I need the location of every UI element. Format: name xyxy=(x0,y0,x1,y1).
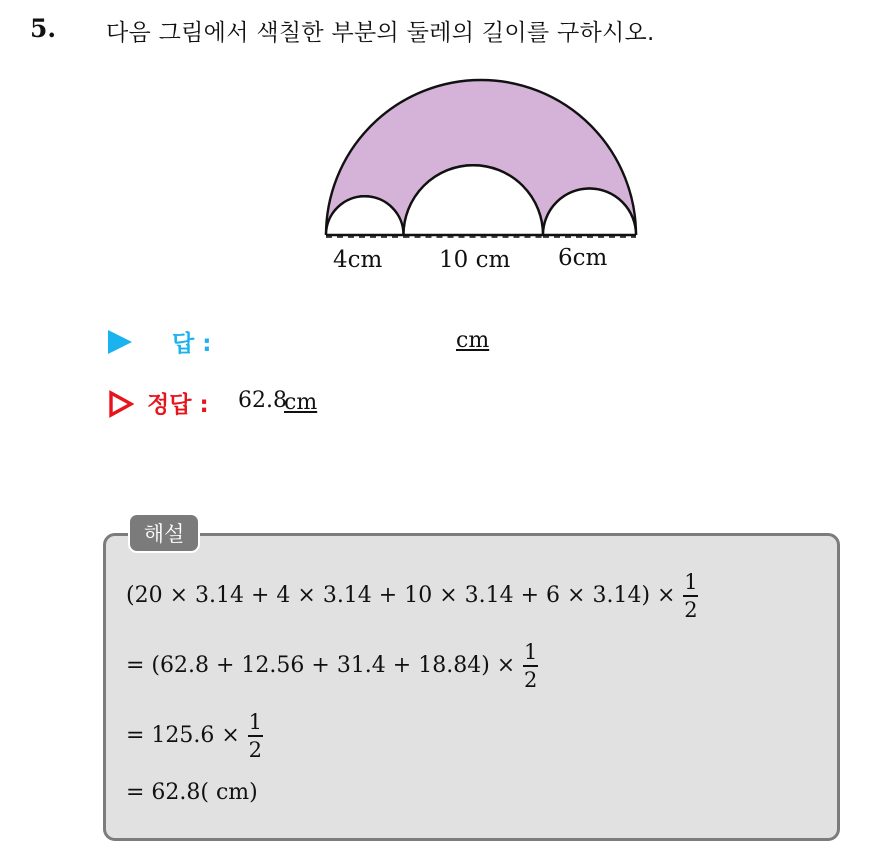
answer-label: 답 : xyxy=(172,331,212,357)
answer-unit: cm xyxy=(456,328,490,353)
fraction-bar xyxy=(523,665,538,667)
solution-expr: = 62.8( cm) xyxy=(126,780,258,805)
play-filled-icon xyxy=(108,330,132,354)
solution-line-1 xyxy=(126,571,698,621)
fraction-bar xyxy=(248,735,263,737)
answer-row xyxy=(108,324,528,360)
solution-line-2 xyxy=(126,641,538,691)
solution-line-4 xyxy=(126,780,258,805)
fraction-half xyxy=(248,711,263,761)
fraction-denominator: 2 xyxy=(684,597,698,622)
play-outline-icon xyxy=(108,390,134,418)
fraction-numerator: 1 xyxy=(248,710,263,734)
correct-label: 정답 : xyxy=(147,392,209,418)
solution-tab: 해설 xyxy=(128,513,200,553)
fraction-half xyxy=(523,641,538,691)
fraction-numerator: 1 xyxy=(524,640,538,664)
question-number: 5. xyxy=(30,14,57,43)
solution-expr: (20 × 3.14 + 4 × 3.14 + 10 × 3.14 + 6 × 3.14) × xyxy=(126,583,676,609)
label-10cm: 10 cm xyxy=(439,247,511,273)
fraction-numerator: 1 xyxy=(684,570,698,594)
label-4cm: 4cm xyxy=(333,247,383,273)
solution-expr: = (62.8 + 12.56 + 31.4 + 18.84) × xyxy=(126,653,516,679)
label-6cm: 6cm xyxy=(558,245,608,271)
fraction-denominator: 2 xyxy=(248,737,263,762)
fraction-half xyxy=(683,571,698,621)
fraction-bar xyxy=(683,595,698,597)
solution-expr: = 125.6 × xyxy=(126,723,240,749)
correct-answer-row xyxy=(108,386,368,422)
semicircle-figure xyxy=(300,60,660,290)
fraction-denominator: 2 xyxy=(524,667,538,692)
correct-value: 62.8 xyxy=(238,388,287,413)
correct-unit: cm xyxy=(284,390,318,415)
question-text: 다음 그림에서 색칠한 부분의 둘레의 길이를 구하시오. xyxy=(106,20,655,46)
solution-line-3 xyxy=(126,711,263,761)
